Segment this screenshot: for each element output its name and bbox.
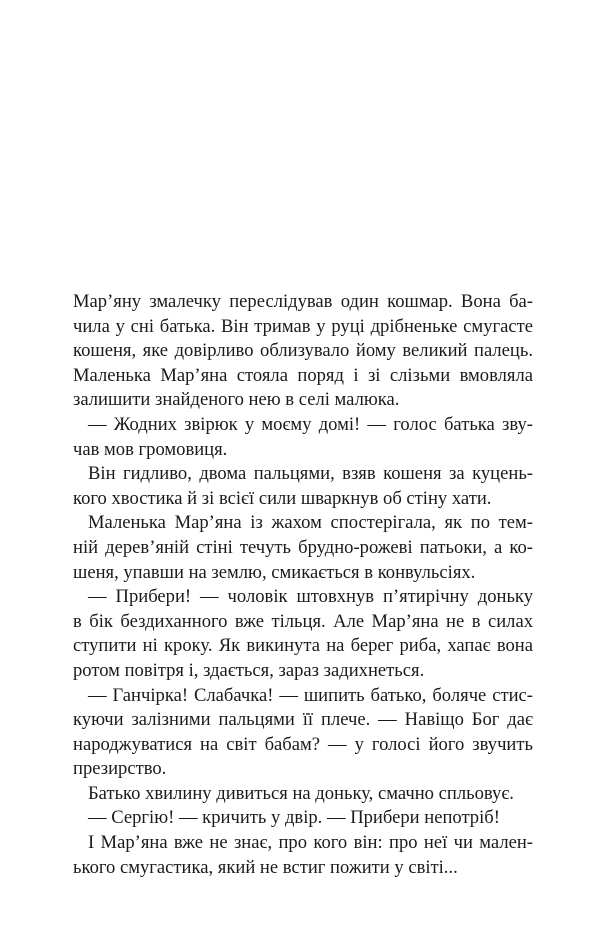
text-line: Маленька Мар’яна стояла поряд і зі слізьми вмовляла xyxy=(73,364,533,386)
book-page-text xyxy=(73,290,533,880)
text-line: презирство. xyxy=(73,758,167,780)
text-line: кого хвостика й зі всієї сили шваркнув об стіну хати. xyxy=(73,487,492,509)
text-line: шеня, упавши на землю, смикається в конвульсіях. xyxy=(73,561,476,583)
text-line: Маленька Мар’яна із жахом спостерігала, як по тем- xyxy=(88,512,533,534)
text-line: Батько хвилину дивиться на доньку, смачно спльовує. xyxy=(88,782,514,804)
text-line: кошеня, яке довірливо облизувало йому великий палець. xyxy=(73,340,533,362)
text-line: ній дерев’яній стіні течуть брудно-рожеві патьоки, а ко- xyxy=(73,536,533,558)
text-line: залишити знайденого нею в селі малюка. xyxy=(73,389,400,411)
text-line: ротом повітря і, здається, зараз задихнеться. xyxy=(73,659,425,681)
text-line: чав мов громовиця. xyxy=(73,438,228,460)
text-line: Мар’яну змалечку переслідував один кошмар. Вона ба- xyxy=(73,291,533,312)
text-line: ького смугастика, який не встиг пожити у світі... xyxy=(73,856,458,878)
text-line: чила у сні батька. Він тримав у руці дрібненьке смугасте xyxy=(73,315,533,337)
text-line: ступити ні кроку. Як викинута на берег риба, хапає вона xyxy=(73,635,533,657)
text-line: Він гидливо, двома пальцями, взяв кошеня за куцень- xyxy=(88,463,533,485)
text-line: — Прибери! — чоловік штовхнув п’ятирічну доньку xyxy=(88,586,533,608)
text-line: І Мар’яна вже не знає, про кого він: про неї чи мален- xyxy=(88,832,533,854)
text-line: народжуватися на світ бабам? — у голосі його звучить xyxy=(73,733,533,755)
text-line: — Жодних звірюк у моєму домі! — голос батька зву- xyxy=(88,413,533,435)
text-line: в бік бездиханного вже тільця. Але Мар’яна не в силах xyxy=(73,610,533,632)
text-line: — Ганчірка! Слабачка! — шипить батько, боляче стис- xyxy=(88,684,533,706)
text-line: куючи залізними пальцями її плече. — Навіщо Бог дає xyxy=(73,709,533,731)
text-line: — Сергію! — кричить у двір. — Прибери непотріб! xyxy=(88,807,500,829)
